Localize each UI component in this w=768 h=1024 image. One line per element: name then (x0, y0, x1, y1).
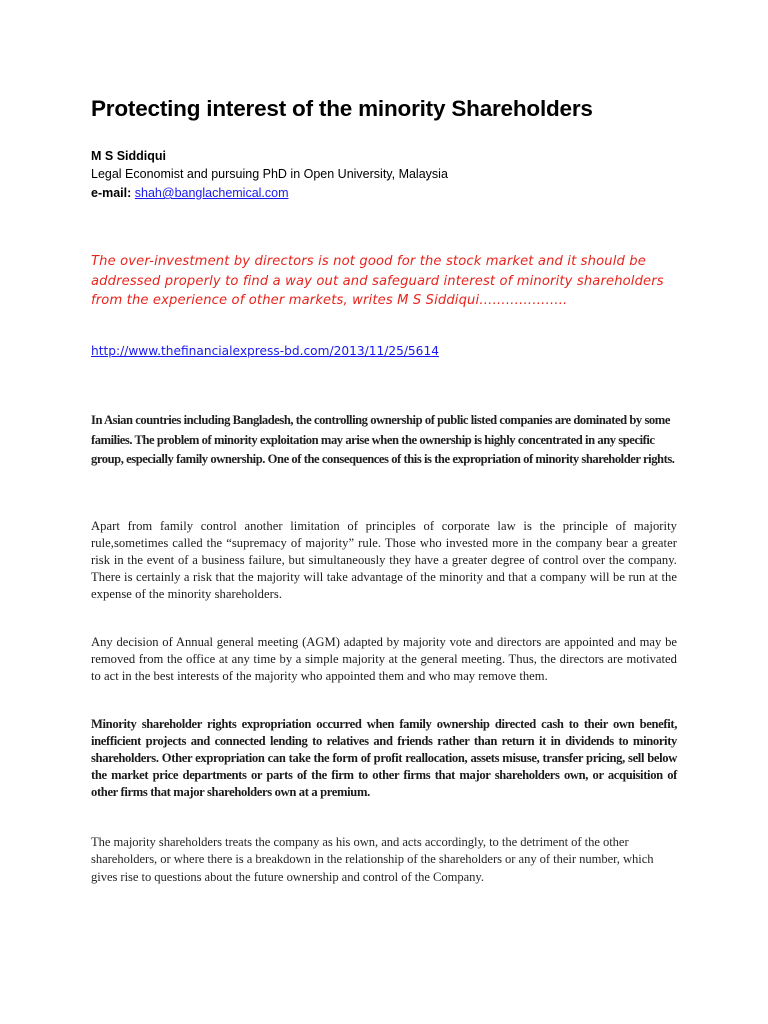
body-paragraph-3: Any decision of Annual general meeting (AGM) adapted by majority vote and directors are appointed and may be removed from the office at any time by a simple majority at the general meeting. Thus, the directors are motivated to act in the best interests of the majority who appointed them and who may remove them. (91, 635, 677, 684)
email-link[interactable]: shah@banglachemical.com (134, 186, 289, 200)
author-name: M S Siddiqui (91, 149, 166, 163)
body-paragraph-4: Minority shareholder rights expropriation occurred when family ownership directed cash to their own benefit, inefficient projects and connected lending to relatives and friends rather than return it in dividends to minority shareholders. Other expropriation can take the form of profit reallocation, assets misuse, transfer pricing, sell below the market price departments or parts of the firm to other firms that major shareholders own, or acquisition of other firms that major shareholders own at a premium. (91, 717, 677, 800)
author-role: Legal Economist and pursuing PhD in Open University, Malaysia (91, 167, 448, 181)
email-label: e-mail: (91, 186, 132, 200)
body-paragraph-2: Apart from family control another limitation of principles of corporate law is the principle of majority rule,sometimes called the “supremacy of majority” rule. Those who invested more in the company bear a greater risk in the event of a business failure, but simultaneously they have a greater degree of control over the company. There is certainly a risk that the majority will take advantage of the minority and that a company will be run at the expense of the minority shareholders. (91, 519, 677, 602)
article-title: Protecting interest of the minority Shareholders (91, 96, 593, 121)
article-lede: The over-investment by directors is not good for the stock market and it should be addressed properly to find a way out and safeguard interest of minority shareholders from the experience of other markets, writes M S Siddiqui……………….. (91, 254, 664, 308)
body-paragraph-1: In Asian countries including Bangladesh, the controlling ownership of public listed companies are dominated by some families. The problem of minority exploitation may arise when the ownership is highly concentrated in any specific group, especially family ownership. One of the consequences of this is the expropriation of minority shareholder rights. (91, 413, 675, 466)
author-email-line (91, 184, 289, 202)
body-paragraph-5: The majority shareholders treats the company as his own, and acts accordingly, to the detriment of the other shareholders, or where there is a breakdown in the relationship of the shareholders or any of their number, which gives rise to questions about the future ownership and control of the Company. (91, 835, 654, 884)
source-url-link[interactable]: http://www.thefinancialexpress-bd.com/2013/11/25/5614 (91, 344, 439, 358)
